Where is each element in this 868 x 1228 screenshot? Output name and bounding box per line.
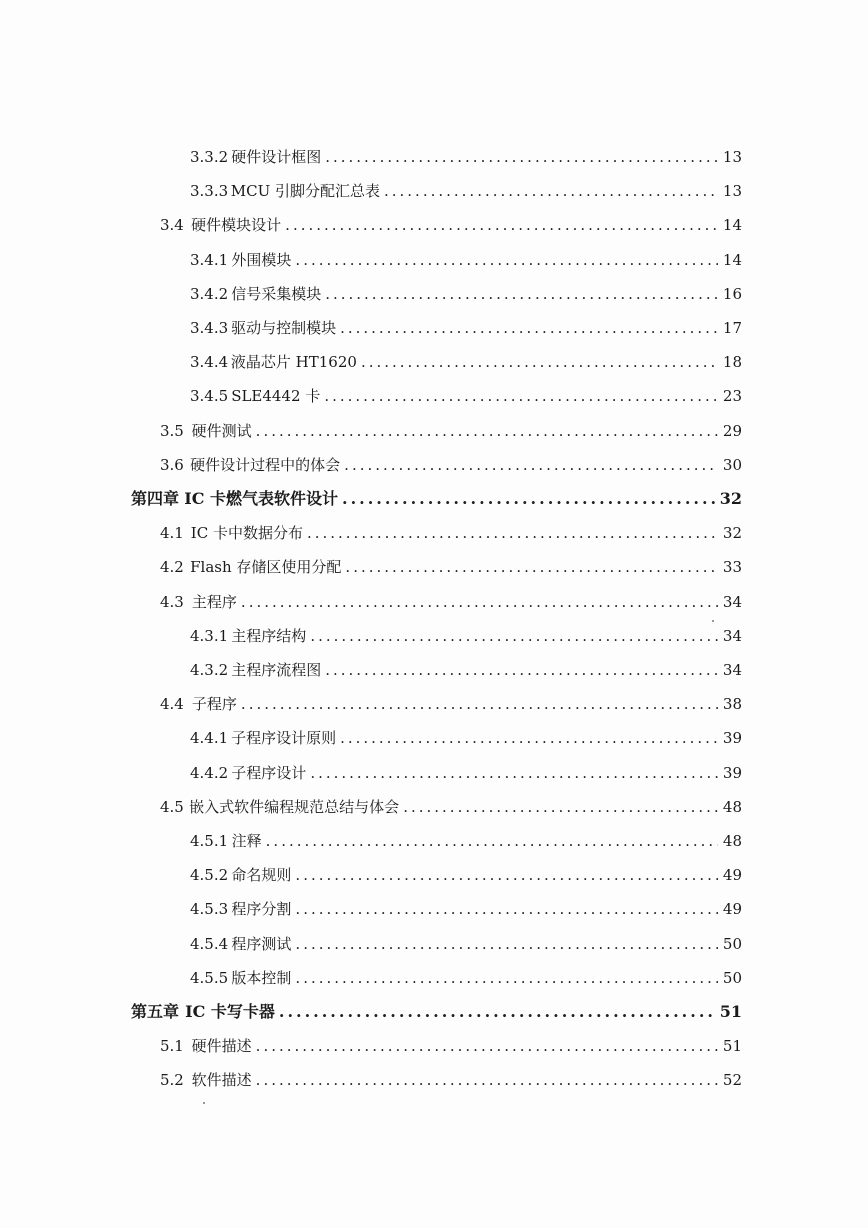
toc-entry-number: 4.3.1 [190, 626, 229, 645]
toc-entry-number: 4.3 [160, 592, 184, 611]
toc-dot-leader [384, 174, 718, 208]
toc-entry-number: 4.5.2 [190, 866, 229, 885]
toc-entry-page: 49 [722, 900, 742, 919]
toc-entry [190, 345, 742, 379]
toc-entry-page: 14 [722, 216, 742, 235]
toc-entry-number: 4.5.3 [190, 900, 229, 919]
toc-entry-number: 3.4.1 [190, 250, 229, 269]
toc-entry [190, 824, 742, 858]
toc-entry-number: 3.5 [160, 421, 184, 440]
toc-dot-leader [256, 1063, 718, 1097]
toc-entry-number: 3.4.4 [190, 353, 229, 372]
toc-entry-number: 4.5.1 [190, 832, 229, 850]
toc-dot-leader [325, 140, 718, 174]
toc-dot-leader [295, 927, 718, 961]
toc-dot-leader [310, 756, 718, 790]
toc-entry-number: 4.5.4 [190, 934, 229, 953]
toc-entry [190, 892, 742, 926]
toc-entry-title: 程序测试 [231, 934, 292, 953]
toc-dot-leader [279, 995, 716, 1029]
toc-entry-number: 4.4 [160, 695, 184, 714]
toc-dot-leader [295, 858, 718, 892]
toc-dot-leader [295, 961, 718, 995]
toc-entry-title: 子程序设计原则 [231, 729, 337, 748]
toc-entry-title: MCU 引脚分配汇总表 [230, 182, 380, 201]
toc-entry [160, 448, 742, 482]
toc-dot-leader [361, 345, 718, 379]
toc-dot-leader [325, 653, 718, 687]
toc-entry-page: 29 [722, 421, 742, 440]
toc-entry-title: 硬件模块设计 [191, 216, 282, 235]
toc-dot-leader [310, 619, 718, 653]
toc-entry [190, 140, 742, 174]
toc-entry-title: 液晶芯片 HT1620 [230, 353, 357, 372]
toc-entry-title: 主程序结构 [231, 626, 307, 645]
toc-entry-page: 39 [722, 729, 742, 748]
toc-entry [160, 687, 742, 721]
toc-entry-title: IC 卡中数据分布 [190, 524, 303, 543]
toc-entry [160, 585, 742, 619]
toc-dot-leader [295, 243, 718, 277]
toc-entry-page: 13 [722, 182, 742, 201]
toc-entry [190, 619, 742, 653]
toc-entry [190, 277, 742, 311]
toc-entry-page: 38 [722, 695, 742, 714]
toc-entry-page: 32 [722, 524, 742, 543]
toc-entry-title: 驱动与控制模块 [231, 319, 337, 337]
toc-entry [190, 653, 742, 687]
toc-entry-number: 3.3.3 [190, 182, 229, 201]
toc-entry-page: 32 [719, 489, 742, 508]
toc-dot-leader [285, 208, 718, 242]
toc-entry [190, 756, 742, 790]
toc-entry-page: 50 [722, 934, 742, 953]
toc-dot-leader [324, 379, 718, 413]
toc-entry-number: 4.4.2 [190, 763, 229, 782]
toc-entry-number: 3.4.2 [190, 284, 229, 303]
toc-entry [190, 243, 742, 277]
toc-entry-number: 3.4 [160, 216, 184, 235]
toc-dot-leader [342, 482, 716, 516]
toc-entry-page: 23 [722, 387, 742, 406]
toc-entry-page: 39 [722, 763, 742, 782]
toc-entry-page: 34 [722, 592, 742, 611]
toc-dot-leader [241, 687, 718, 721]
toc-dot-leader [403, 790, 718, 824]
toc-entry-title: 外围模块 [231, 250, 292, 269]
toc-entry [131, 995, 742, 1029]
toc-entry-number: 4.1 [160, 524, 184, 543]
toc-entry-page: 51 [719, 1002, 742, 1021]
toc-entry-title: 命名规则 [231, 866, 292, 885]
toc-entry-title: 版本控制 [231, 968, 292, 987]
toc-entry [190, 858, 742, 892]
toc-entry [190, 721, 742, 755]
toc-entry [160, 790, 742, 824]
toc-entry-number: 3.4.3 [190, 319, 229, 337]
toc-entry-number: 5.1 [160, 1037, 184, 1056]
toc-entry [190, 379, 742, 413]
toc-entry-title: 主程序流程图 [231, 661, 322, 679]
toc-entry [160, 208, 742, 242]
toc-entry-number: 4.2 [160, 558, 184, 577]
toc-entry-title: 程序分割 [231, 900, 292, 919]
toc-entry-number: 3.4.5 [190, 387, 229, 406]
toc-entry [190, 174, 742, 208]
scan-speck [203, 1102, 205, 1104]
toc-dot-leader [307, 516, 718, 550]
toc-dot-leader [241, 585, 718, 619]
toc-entry-page: 17 [722, 319, 742, 337]
toc-entry-number: 第五章 [131, 1002, 180, 1021]
toc-dot-leader [325, 277, 718, 311]
toc-entry-page: 34 [722, 626, 742, 645]
toc-entry [160, 1063, 742, 1097]
toc-entry-title: 子程序设计 [231, 763, 307, 782]
toc-entry-title: Flash 存储区使用分配 [190, 558, 342, 577]
toc-entry-number: 4.3.2 [190, 661, 229, 679]
toc-entry-page: 30 [722, 455, 742, 474]
toc-entry [190, 961, 742, 995]
toc-entry-title: 子程序 [191, 695, 237, 714]
toc-entry-page: 18 [722, 353, 742, 372]
toc-entry-title: SLE4442 卡 [231, 387, 321, 406]
toc-entry-page: 16 [722, 284, 742, 303]
toc-dot-leader [266, 824, 718, 858]
toc-dot-leader [256, 1029, 718, 1063]
toc-entry-title: IC 卡燃气表软件设计 [184, 489, 338, 508]
toc-dot-leader [256, 414, 718, 448]
toc-dot-leader [345, 550, 718, 584]
toc-entry-page: 48 [722, 832, 742, 850]
toc-entry-title: 注释 [231, 832, 262, 850]
toc-entry-title: 硬件设计框图 [231, 148, 322, 166]
toc-entry-number: 4.5.5 [190, 968, 229, 987]
toc-entry-number: 第四章 [131, 489, 180, 508]
toc-entry-page: 50 [722, 968, 742, 987]
toc-entry-number: 4.4.1 [190, 729, 229, 748]
toc-entry-title: 信号采集模块 [231, 284, 322, 303]
toc-entry-number: 5.2 [160, 1071, 184, 1090]
toc-entry-page: 14 [722, 250, 742, 269]
toc-entry-title: 主程序 [191, 592, 237, 611]
toc-entry-number: 4.5 [160, 797, 184, 816]
toc-dot-leader [295, 892, 718, 926]
toc-entry-number: 3.6 [160, 455, 184, 474]
toc-dot-leader [340, 311, 718, 345]
toc-entry [160, 414, 742, 448]
scan-speck [712, 620, 714, 622]
toc-entry [160, 516, 742, 550]
toc-entry-title: IC 卡写卡器 [185, 1002, 275, 1021]
toc-entry-page: 33 [722, 558, 742, 577]
toc-entry [131, 482, 742, 516]
toc-entry-page: 51 [722, 1037, 742, 1056]
toc-entry [160, 1029, 742, 1063]
toc-entry-page: 13 [722, 148, 742, 166]
toc-dot-leader [340, 721, 718, 755]
toc-entry-number: 3.3.2 [190, 148, 229, 166]
toc-entry-page: 48 [722, 797, 742, 816]
toc-dot-leader [344, 448, 718, 482]
toc-entry-title: 嵌入式软件编程规范总结与体会 [189, 797, 400, 816]
toc-entry-page: 49 [722, 866, 742, 885]
toc-entry-title: 硬件描述 [191, 1037, 252, 1056]
toc-entry [190, 311, 742, 345]
toc-entry [190, 927, 742, 961]
toc-entry-page: 52 [722, 1071, 742, 1090]
toc-entry-page: 34 [722, 661, 742, 679]
toc-entry [160, 550, 742, 584]
toc-entry-title: 硬件测试 [191, 421, 252, 440]
toc-entry-title: 硬件设计过程中的体会 [190, 455, 341, 474]
toc-entry-title: 软件描述 [191, 1071, 252, 1090]
